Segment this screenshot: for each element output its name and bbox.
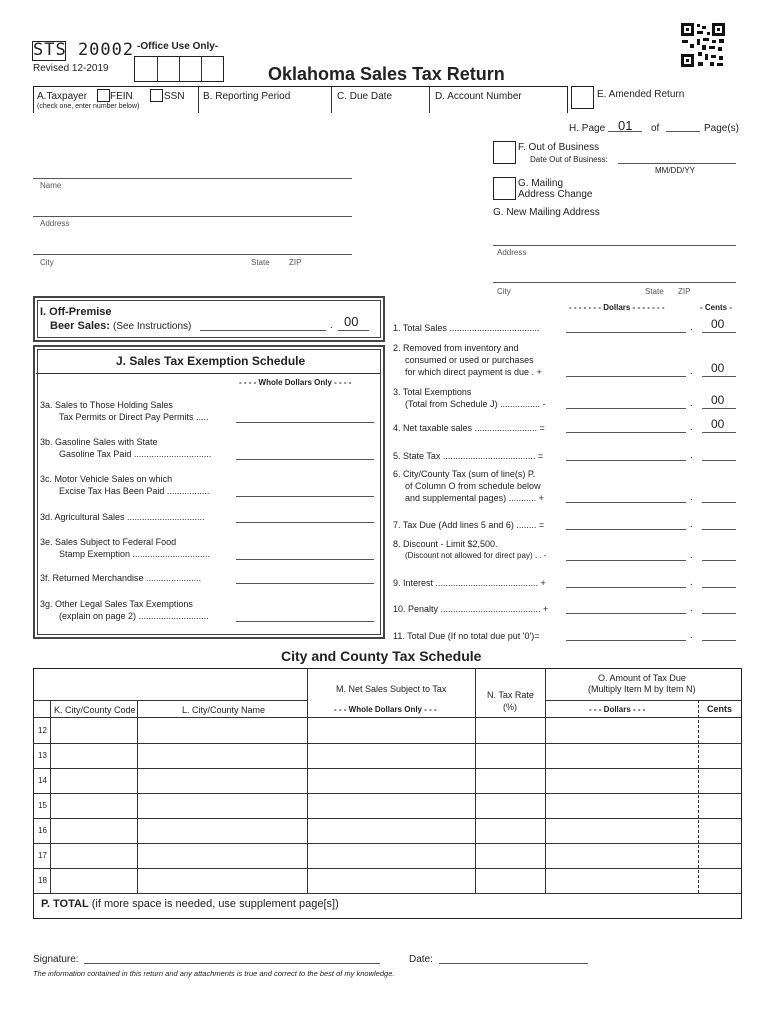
tax-line-label: 2. Removed from inventory and xyxy=(393,343,519,353)
tax-line-cents[interactable]: 00 xyxy=(711,317,725,331)
exemption-amount-field[interactable] xyxy=(236,522,374,523)
tax-line-label: 8. Discount - Limit $2,500. xyxy=(393,539,498,549)
tax-line-dollars-field[interactable] xyxy=(566,640,686,641)
tax-due-cell[interactable] xyxy=(546,769,697,792)
col-cents-header: Cents xyxy=(707,704,733,714)
tax-line-dollars-field[interactable] xyxy=(566,587,686,588)
exemption-amount-field[interactable] xyxy=(236,422,374,423)
table-row-number: 17 xyxy=(38,851,47,860)
amended-return-label: E. Amended Return xyxy=(597,89,685,100)
exemption-item-label: 3b. Gasoline Sales with State xyxy=(40,437,158,447)
date-label: Date: xyxy=(409,954,433,965)
tax-line-cents-field[interactable] xyxy=(702,432,736,433)
table-row-number: 18 xyxy=(38,876,47,885)
tax-line-label-2: (Total from Schedule J) ................ - xyxy=(405,399,546,409)
col-m-subheader: - - - Whole Dollars Only - - - xyxy=(334,705,437,714)
zip-label: ZIP xyxy=(289,258,302,267)
address-label: Address xyxy=(40,219,70,228)
net-sales-cell[interactable] xyxy=(308,794,474,817)
city-county-code-cell[interactable] xyxy=(51,744,136,767)
tax-line-label-2: (Discount not allowed for direct pay) . . - xyxy=(405,551,547,560)
col-n-header-2: (%) xyxy=(503,702,517,712)
tax-line-cents-field[interactable] xyxy=(702,587,736,588)
tax-line-label-3: and supplemental pages) ........... + xyxy=(405,493,544,503)
decimal-point: . xyxy=(690,450,693,461)
exemption-item-label-2: Tax Permits or Direct Pay Permits ..... xyxy=(59,412,209,422)
out-of-business-label: F. Out of Business xyxy=(518,142,600,153)
city-county-code-cell[interactable] xyxy=(51,869,136,892)
tax-line-dollars-field[interactable] xyxy=(566,560,686,561)
date-out-label: Date Out of Business: xyxy=(530,155,608,164)
exemption-amount-field[interactable] xyxy=(236,621,374,622)
city-county-code-cell[interactable] xyxy=(51,844,136,867)
tax-line-cents[interactable]: 00 xyxy=(711,361,725,375)
tax-line-dollars-field[interactable] xyxy=(566,613,686,614)
tax-line-dollars-field[interactable] xyxy=(566,408,686,409)
tax-line-label: 11. Total Due (If no total due put '0')= xyxy=(393,631,540,641)
out-of-business-checkbox[interactable] xyxy=(493,141,516,164)
name-label: Name xyxy=(40,181,62,190)
cents-header: - Cents - xyxy=(700,303,732,312)
exemption-amount-field[interactable] xyxy=(236,559,374,560)
tax-line-dollars-field[interactable] xyxy=(566,502,686,503)
decimal-point: . xyxy=(690,550,693,561)
exemption-item-label: 3a. Sales to Those Holding Sales xyxy=(40,400,173,410)
fein-label: FEIN xyxy=(110,91,133,102)
tax-line-label-3: for which direct payment is due . + xyxy=(405,367,542,377)
table-row-number: 15 xyxy=(38,801,47,810)
form-code-box xyxy=(32,41,66,61)
tax-line-cents-field[interactable] xyxy=(702,640,736,641)
page-of-label: of xyxy=(651,123,660,134)
tax-due-cell[interactable] xyxy=(546,844,697,867)
exemption-item-label: 3f. Returned Merchandise ...................... xyxy=(40,573,202,583)
tax-rate-cell[interactable] xyxy=(476,844,544,867)
total-row-label: P. TOTAL (if more space is needed, use supplement page[s]) xyxy=(41,898,339,910)
tax-line-cents[interactable]: 00 xyxy=(711,417,725,431)
tax-line-cents-field[interactable] xyxy=(702,376,736,377)
taxpayer-label: A.Taxpayer xyxy=(37,91,88,102)
signature-date-field[interactable] xyxy=(439,963,588,964)
decimal-point: . xyxy=(690,603,693,614)
beer-sales-cents[interactable]: 00 xyxy=(344,314,359,329)
tax-line-cents-field[interactable] xyxy=(702,332,736,333)
col-l-header: L. City/County Name xyxy=(182,705,266,715)
tax-line-cents-field[interactable] xyxy=(702,613,736,614)
account-number-label: D. Account Number xyxy=(435,91,522,102)
tax-line-dollars-field[interactable] xyxy=(566,432,686,433)
decimal-point: . xyxy=(690,630,693,641)
city-county-name-cell[interactable] xyxy=(138,719,306,742)
city-county-name-cell[interactable] xyxy=(138,869,306,892)
exemption-amount-field[interactable] xyxy=(236,583,374,584)
tax-due-cell[interactable] xyxy=(546,869,697,892)
beer-sales-label: Beer Sales: (See Instructions) xyxy=(50,320,192,332)
decimal-point: . xyxy=(690,322,693,333)
table-row-number: 13 xyxy=(38,751,47,760)
tax-rate-cell[interactable] xyxy=(476,719,544,742)
reporting-period-label: B. Reporting Period xyxy=(203,91,291,102)
dollars-header: - - - - - - - Dollars - - - - - - - xyxy=(569,303,665,312)
tax-line-cents-field[interactable] xyxy=(702,502,736,503)
fein-checkbox[interactable] xyxy=(97,89,110,102)
amended-return-checkbox[interactable] xyxy=(571,86,594,109)
net-sales-cell[interactable] xyxy=(308,844,474,867)
tax-rate-cell[interactable] xyxy=(476,794,544,817)
city-county-code-cell[interactable] xyxy=(51,769,136,792)
tax-rate-cell[interactable] xyxy=(476,769,544,792)
decimal-point: . xyxy=(690,422,693,433)
whole-dollars-label: - - - - Whole Dollars Only - - - - xyxy=(239,378,352,387)
page-number[interactable]: 01 xyxy=(618,118,633,133)
name-field[interactable] xyxy=(33,178,352,179)
city-county-code-cell[interactable] xyxy=(51,719,136,742)
tax-line-label: 5. State Tax ..................................... = xyxy=(393,451,544,461)
decimal-point: . xyxy=(690,519,693,530)
beer-decimal: . xyxy=(330,320,333,331)
col-k-header: K. City/County Code xyxy=(54,705,136,715)
table-row-number: 14 xyxy=(38,776,47,785)
form-code: STS 20002 xyxy=(33,40,135,60)
tax-rate-cell[interactable] xyxy=(476,869,544,892)
ssn-label: SSN xyxy=(164,91,185,102)
net-sales-cell[interactable] xyxy=(308,769,474,792)
pages-label: Page(s) xyxy=(704,123,740,134)
new-mailing-label: G. New Mailing Address xyxy=(493,207,600,218)
tax-rate-cell[interactable] xyxy=(476,744,544,767)
tax-line-label: 4. Net taxable sales ......................... = xyxy=(393,423,545,433)
tax-due-cell[interactable] xyxy=(546,744,697,767)
new-zip-label: ZIP xyxy=(678,287,691,296)
date-format: MM/DD/YY xyxy=(655,166,695,175)
col-n-header-1: N. Tax Rate xyxy=(487,690,534,700)
form-title: Oklahoma Sales Tax Return xyxy=(268,64,505,84)
state-label: State xyxy=(251,258,270,267)
total-pages-field[interactable] xyxy=(666,131,700,132)
city-county-name-cell[interactable] xyxy=(138,844,306,867)
mailing-change-label-1: G. Mailing xyxy=(518,178,564,189)
tax-due-cell[interactable] xyxy=(546,719,697,742)
tax-due-cell[interactable] xyxy=(546,819,697,842)
exemption-item-label: 3e. Sales Subject to Federal Food xyxy=(40,537,177,547)
exemption-item-label-2: Excise Tax Has Been Paid ................. xyxy=(59,486,210,496)
new-address-label: Address xyxy=(497,248,527,257)
city-county-name-cell[interactable] xyxy=(138,769,306,792)
exemption-item-label-2: Stamp Exemption ............................... xyxy=(59,549,211,559)
signature-field[interactable] xyxy=(84,963,380,964)
tax-line-label: 9. Interest ......................................... + xyxy=(393,578,546,588)
net-sales-cell[interactable] xyxy=(308,719,474,742)
mailing-change-label-2: Address Change xyxy=(518,189,593,200)
signature-label: Signature: xyxy=(33,954,79,965)
due-date-label: C. Due Date xyxy=(337,91,393,102)
beer-sales-dollars-field[interactable] xyxy=(200,330,326,331)
tax-line-label: 6. City/County Tax (sum of line(s) P. xyxy=(393,469,536,479)
col-o-subheader: - - - Dollars - - - xyxy=(589,705,646,714)
exemption-item-label: 3c. Motor Vehicle Sales on which xyxy=(40,474,173,484)
tax-rate-cell[interactable] xyxy=(476,819,544,842)
off-premise-title: I. Off-Premise xyxy=(40,306,112,318)
table-row-number: 12 xyxy=(38,726,47,735)
date-out-field[interactable] xyxy=(618,163,736,164)
tax-due-cell[interactable] xyxy=(546,794,697,817)
tax-line-label: 3. Total Exemptions xyxy=(393,387,472,397)
page-label: H. Page xyxy=(569,123,606,134)
tax-line-cents-field[interactable] xyxy=(702,408,736,409)
city-county-code-cell[interactable] xyxy=(51,794,136,817)
tax-line-cents-field[interactable] xyxy=(702,460,736,461)
tax-line-dollars-field[interactable] xyxy=(566,332,686,333)
exemption-item-label: 3g. Other Legal Sales Tax Exemptions xyxy=(40,599,193,609)
city-field[interactable] xyxy=(33,254,352,255)
decimal-point: . xyxy=(690,366,693,377)
attestation: The information contained in this return and any attachments is true and correct to the best of my knowledge. xyxy=(33,969,395,978)
revised-date: Revised 12-2019 xyxy=(33,63,109,74)
new-state-label: State xyxy=(645,287,664,296)
tax-line-label-2: of Column O from schedule below xyxy=(405,481,541,491)
address-field[interactable] xyxy=(33,216,352,217)
col-o-header-1: O. Amount of Tax Due xyxy=(598,673,686,683)
tax-line-cents[interactable]: 00 xyxy=(711,393,725,407)
net-sales-cell[interactable] xyxy=(308,869,474,892)
tax-line-label: 1. Total Sales .................................... xyxy=(393,323,540,333)
tax-line-label-2: consumed or used or purchases xyxy=(405,355,534,365)
tax-line-dollars-field[interactable] xyxy=(566,529,686,530)
tax-line-dollars-field[interactable] xyxy=(566,376,686,377)
exemption-amount-field[interactable] xyxy=(236,496,374,497)
city-county-code-cell[interactable] xyxy=(51,819,136,842)
city-county-name-cell[interactable] xyxy=(138,819,306,842)
off-premise-box xyxy=(33,296,385,342)
exemption-item-label-2: Gasoline Tax Paid ............................... xyxy=(59,449,212,459)
taxpayer-note: (check one, enter number below) xyxy=(37,103,140,110)
city-county-title: City and County Tax Schedule xyxy=(281,648,482,664)
new-address-field[interactable] xyxy=(493,245,736,246)
tax-line-cents-field[interactable] xyxy=(702,560,736,561)
net-sales-cell[interactable] xyxy=(308,744,474,767)
new-city-label: City xyxy=(497,287,511,296)
exemption-amount-field[interactable] xyxy=(236,459,374,460)
office-use-label: -Office Use Only- xyxy=(137,41,219,52)
exemption-item-label: 3d. Agricultural Sales ............................... xyxy=(40,512,205,522)
new-city-field[interactable] xyxy=(493,282,736,283)
city-county-name-cell[interactable] xyxy=(138,794,306,817)
tax-line-label: 7. Tax Due (Add lines 5 and 6) ........ = xyxy=(393,520,545,530)
mailing-change-checkbox[interactable] xyxy=(493,177,516,200)
ssn-checkbox[interactable] xyxy=(150,89,163,102)
qr-code-icon xyxy=(680,22,726,68)
col-m-header: M. Net Sales Subject to Tax xyxy=(336,684,447,694)
office-use-boxes xyxy=(134,56,224,82)
col-o-header-2: (Multiply Item M by Item N) xyxy=(588,684,696,694)
net-sales-cell[interactable] xyxy=(308,819,474,842)
tax-line-label: 10. Penalty ........................................ + xyxy=(393,604,549,614)
table-row-number: 16 xyxy=(38,826,47,835)
decimal-point: . xyxy=(690,492,693,503)
city-county-name-cell[interactable] xyxy=(138,744,306,767)
tax-line-cents-field[interactable] xyxy=(702,529,736,530)
exemption-item-label-2: (explain on page 2) ............................ xyxy=(59,611,209,621)
city-label: City xyxy=(40,258,54,267)
decimal-point: . xyxy=(690,398,693,409)
tax-line-dollars-field[interactable] xyxy=(566,460,686,461)
exemption-title: J. Sales Tax Exemption Schedule xyxy=(116,354,306,368)
decimal-point: . xyxy=(690,577,693,588)
